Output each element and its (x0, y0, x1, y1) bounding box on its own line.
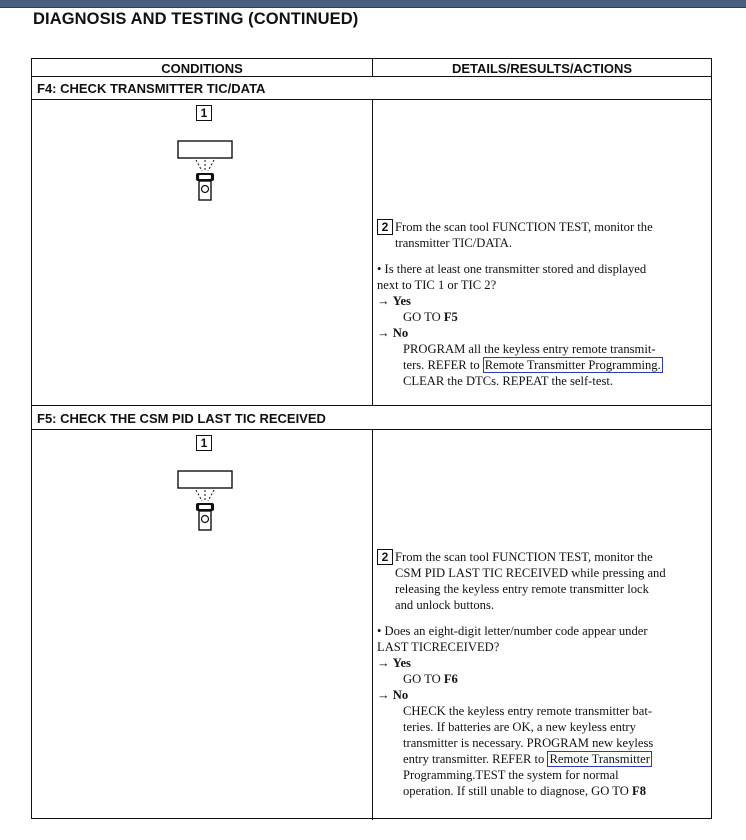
no-action-line: teries. If batteries are OK, a new keyless entry (403, 720, 636, 734)
no-action-line: Programming.TEST the system for normal (403, 768, 619, 782)
arrow-icon: → (377, 688, 390, 702)
no-action-line: CLEAR the DTCs. REPEAT the self-test. (403, 374, 613, 388)
no-branch (377, 687, 707, 703)
step-instruction (377, 549, 707, 565)
text-span: ters. REFER to (403, 358, 480, 372)
diagnosis-table (31, 58, 712, 819)
step-number-box: 1 (196, 435, 212, 451)
no-action-line (377, 751, 707, 767)
f5-details (377, 549, 707, 799)
goto-target: F5 (443, 310, 458, 324)
question-text: LAST TICRECEIVED? (377, 640, 500, 654)
text-line: CSM PID LAST TIC RECEIVED while pressing and (395, 566, 666, 580)
text-line: releasing the keyless entry remote transmitter lock (395, 582, 649, 596)
page-title: DIAGNOSIS AND TESTING (CONTINUED) (33, 10, 359, 28)
no-branch (377, 325, 707, 341)
step-number-box: 2 (377, 219, 393, 235)
table-divider (32, 405, 711, 406)
yes-label: Yes (392, 656, 411, 670)
yes-branch (377, 655, 707, 671)
question-text: • Does an eight-digit letter/number code appear under (377, 624, 648, 638)
no-label: No (392, 326, 409, 340)
text-line: From the scan tool FUNCTION TEST, monitor the (395, 550, 653, 564)
f4-details (377, 219, 707, 389)
step-number-box: 2 (377, 549, 393, 565)
arrow-icon: → (377, 656, 390, 670)
no-action-line (377, 783, 707, 799)
column-header-details: DETAILS/RESULTS/ACTIONS (451, 61, 633, 76)
column-header-conditions: CONDITIONS (161, 61, 243, 76)
goto-text: GO TO (403, 310, 441, 324)
goto-target: F8 (632, 784, 646, 798)
text-line: From the scan tool FUNCTION TEST, monitor the (395, 220, 653, 234)
yes-action (377, 671, 707, 687)
goto-text: GO TO (403, 672, 441, 686)
no-action-line (377, 357, 707, 373)
arrow-icon: → (377, 326, 390, 340)
question-text: next to TIC 1 or TIC 2? (377, 278, 497, 292)
step-instruction (377, 219, 707, 235)
yes-action (377, 309, 707, 325)
remote-transmitter-programming-link[interactable]: Remote Transmitter Programming. (484, 358, 661, 372)
goto-target: F6 (443, 672, 458, 686)
yes-label: Yes (392, 294, 411, 308)
window-top-bar (0, 0, 746, 8)
arrow-icon: → (377, 294, 390, 308)
no-action-line: transmitter is necessary. PROGRAM new keyless (403, 736, 654, 750)
question-text: • Is there at least one transmitter stored and displayed (377, 262, 647, 276)
no-action-line: PROGRAM all the keyless entry remote transmit- (403, 342, 656, 356)
column-divider (372, 429, 373, 820)
text-span: entry transmitter. REFER to (403, 752, 545, 766)
step-number-box: 1 (196, 105, 212, 121)
section-heading-f4: F4: CHECK TRANSMITTER TIC/DATA (37, 81, 266, 96)
section-heading-f5: F5: CHECK THE CSM PID LAST TIC RECEIVED (37, 411, 326, 426)
yes-branch (377, 293, 707, 309)
column-divider (372, 99, 373, 405)
remote-transmitter-link[interactable]: Remote Transmitter (549, 752, 650, 766)
text-line: and unlock buttons. (395, 598, 494, 612)
text-span: operation. If still unable to diagnose, GO TO (403, 784, 629, 798)
no-label: No (392, 688, 409, 702)
text-line: transmitter TIC/DATA. (395, 236, 512, 250)
scan-tool-illustration (176, 469, 234, 533)
scan-tool-illustration (176, 139, 234, 203)
no-action-line: CHECK the keyless entry remote transmitter bat- (403, 704, 653, 718)
